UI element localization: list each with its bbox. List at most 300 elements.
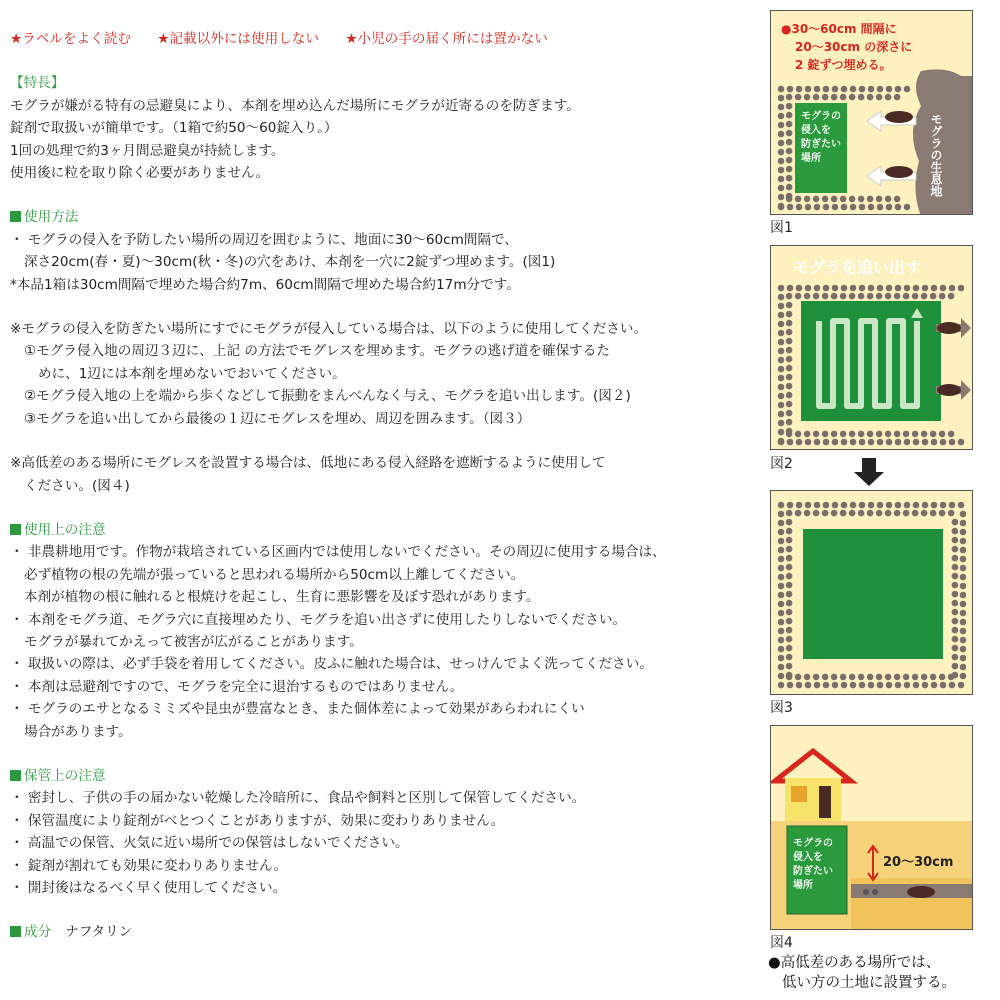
tablet-dot <box>903 293 910 300</box>
tablet-dot <box>850 682 857 689</box>
tablet-dot <box>912 510 919 517</box>
tablet-dot <box>832 86 839 93</box>
tablet-dot <box>958 682 965 689</box>
tablet-dot <box>822 510 829 517</box>
tablet-dot <box>885 293 892 300</box>
tablet-dot <box>778 502 785 509</box>
mole-icon <box>937 322 961 334</box>
tablet-dot <box>778 321 785 328</box>
tablet-dot <box>960 565 967 572</box>
tablet-dot <box>778 547 785 554</box>
tablet-dot <box>786 103 793 110</box>
cautions-heading-text: 使用上の注意 <box>24 521 106 538</box>
tablet-dot <box>960 574 967 581</box>
tablet-dot <box>867 196 874 203</box>
tablet-dot <box>796 285 803 292</box>
figure-4-note <box>768 953 956 993</box>
tablet-dot <box>796 204 803 211</box>
figure-4-illustration <box>771 726 973 930</box>
tablet-dot <box>939 510 946 517</box>
tablet-dot <box>903 674 910 681</box>
tablet-dot <box>778 312 785 319</box>
tablet-dot <box>805 86 812 93</box>
tablet-dot <box>952 636 959 643</box>
tablet-dot <box>786 519 793 526</box>
tablet-dot <box>850 502 857 509</box>
tablet-dot <box>778 682 785 689</box>
tablet-dot <box>895 439 902 446</box>
tablet-dot <box>867 510 874 517</box>
usage-line: 深さ20cm(春・夏)〜30cm(秋・冬)の穴をあけ、本剤を一穴に2錠ずつ埋めます。(図1) <box>24 254 556 271</box>
tablet-dot <box>952 528 959 535</box>
fig4-protect-line: 場所 <box>793 880 813 891</box>
tablet-dot <box>940 439 947 446</box>
tablet-dot <box>930 293 937 300</box>
tablet-dot <box>831 674 838 681</box>
tablet-dot <box>960 601 967 608</box>
tablet-dot <box>786 374 793 381</box>
mole-icon <box>885 111 913 123</box>
tablet-dot <box>952 555 959 562</box>
tablet-dot <box>858 674 865 681</box>
tablet-dot <box>778 511 785 518</box>
tablet-dot <box>849 293 856 300</box>
tablet-dot <box>804 431 811 438</box>
tablet-dot <box>931 682 938 689</box>
house-door <box>819 786 831 818</box>
tablet-dot <box>804 94 811 101</box>
tablet-dot <box>786 645 793 652</box>
tablet-dot <box>904 502 911 509</box>
tablet-dot <box>840 674 847 681</box>
figure-1-illustration <box>771 11 973 215</box>
fig1-caption-line: 20〜30cm の深さに <box>795 40 913 54</box>
warning-children: ★小児の手の届く所には置かない <box>345 31 548 47</box>
tablet-dot <box>831 431 838 438</box>
tablet-dot <box>786 293 793 300</box>
tablet-dot <box>960 628 967 635</box>
tablet-dot <box>778 520 785 527</box>
tablet-dot <box>868 502 875 509</box>
tablet-dot <box>786 338 793 345</box>
tablet-dot <box>913 502 920 509</box>
tablet-dot <box>876 674 883 681</box>
usage-step: めに、1辺には本剤を埋めないでおいてください。 <box>38 365 346 382</box>
figure-4 <box>770 725 973 930</box>
tablet-dot <box>859 204 866 211</box>
tablet-dot <box>930 510 937 517</box>
figure-3 <box>770 490 973 695</box>
tablet-dot <box>786 537 793 544</box>
house-window <box>791 786 807 802</box>
tablet-dot <box>960 520 967 527</box>
tablet-dot <box>894 431 901 438</box>
tablet-dot <box>922 502 929 509</box>
usage-step: ③モグラを追い出してから最後の１辺にモグレスを埋め、周辺を囲みます。（図３） <box>24 410 531 427</box>
tablet-dot <box>778 402 785 409</box>
fig1-protect-line: 防ぎたい <box>801 139 841 150</box>
caution-line: モグラが暴れてかえって被害が広がることがあります。 <box>24 633 363 650</box>
down-arrow-icon <box>852 458 886 488</box>
tablet-dot <box>795 510 802 517</box>
caution-line: ・ 取扱いの際は、必ず手袋を着用してください。皮ふに触れた場合は、せっけんでよく洗ってください。 <box>10 656 653 673</box>
tablet-dot <box>778 646 785 653</box>
fig1-caption-line: ●30〜60cm 間隔に <box>781 22 897 36</box>
tablet-dot <box>859 86 866 93</box>
figure-2 <box>770 245 973 450</box>
figure-2-illustration <box>771 246 973 450</box>
tablet-dot <box>795 431 802 438</box>
tablet-dot <box>960 583 967 590</box>
tablet-dot <box>904 204 911 211</box>
storage-line: ・ 保管温度により錠剤がべとつくことがありますが、効果に変わりありません。 <box>10 812 505 829</box>
tablet-dot <box>849 431 856 438</box>
tablet-dot <box>849 674 856 681</box>
tablet-dot <box>922 682 929 689</box>
tablet-dot <box>948 510 955 517</box>
tablet-dot <box>868 86 875 93</box>
tablet-dot <box>912 431 919 438</box>
tablet-dot <box>921 431 928 438</box>
tablet-dot <box>886 204 893 211</box>
tablet-dot <box>778 637 785 644</box>
usage-note: ※モグラの侵入を防ぎたい場所にすでにモグラが侵入している場合は、以下のように使用してください。 <box>10 321 648 338</box>
tablet-dot <box>886 502 893 509</box>
tablet-dot <box>868 439 875 446</box>
tablet-dot <box>804 293 811 300</box>
tablet-dot <box>903 431 910 438</box>
tablet-dot <box>786 383 793 390</box>
tablet-dot <box>858 510 865 517</box>
tablet-dot <box>778 664 785 671</box>
tablet-dot <box>949 502 956 509</box>
tablet-dot <box>877 502 884 509</box>
tablet-dot <box>876 431 883 438</box>
tablet-dot <box>912 293 919 300</box>
tablet-dot <box>786 157 793 164</box>
tablet-dot <box>952 591 959 598</box>
tablet-dot <box>832 439 839 446</box>
warning-usage-only: ★記載以外には使用しない <box>157 31 319 47</box>
usage-note: ください。(図４) <box>24 477 130 494</box>
tablet-dot <box>795 94 802 101</box>
tablet-dot <box>778 619 785 626</box>
tablet-dot <box>822 431 829 438</box>
tablet-dot <box>858 94 865 101</box>
heading-square-icon <box>10 211 21 222</box>
tablet-dot <box>796 439 803 446</box>
tablet-dot <box>858 196 865 203</box>
tablet-dot <box>840 293 847 300</box>
tablet-dot <box>958 502 965 509</box>
tablet-dot <box>823 86 830 93</box>
tablet-dot <box>952 645 959 652</box>
tablet-dot <box>805 285 812 292</box>
heading-square-icon <box>10 926 21 937</box>
tablet-dot <box>778 393 785 400</box>
tablet-dot <box>778 113 785 120</box>
tablet-dot <box>952 546 959 553</box>
tablet-dot <box>958 439 965 446</box>
tablet-dot <box>814 86 821 93</box>
figure-4-label: 図4 <box>770 935 793 951</box>
heading-square-icon <box>10 524 21 535</box>
tablet-dot <box>960 673 967 680</box>
tablet-dot <box>786 618 793 625</box>
tablet-dot <box>841 86 848 93</box>
tablet-dot <box>832 285 839 292</box>
tablet-dot <box>921 293 928 300</box>
tablet-dot <box>940 682 947 689</box>
feature-line: 使用後に粒を取り除く必要がありません。 <box>10 165 270 182</box>
tablet-dot <box>895 86 902 93</box>
figure-4-note-line: ●高低差のある場所では、 <box>768 955 941 971</box>
tablet-dot <box>778 330 785 337</box>
tablet-dot <box>778 565 785 572</box>
tablet-dot <box>778 438 785 445</box>
tablet-dot <box>948 293 955 300</box>
storage-line: ・ 錠剤が割れても効果に変わりありません。 <box>10 857 288 874</box>
tablet-dot <box>850 439 857 446</box>
tablet-dot <box>952 600 959 607</box>
tablet-dot <box>939 293 946 300</box>
tablet-dot <box>805 682 812 689</box>
tablet-dot <box>922 285 929 292</box>
tablet-dot <box>778 86 785 93</box>
tablet-dot <box>786 356 793 363</box>
tablet-dot <box>778 583 785 590</box>
tablet-dot <box>841 502 848 509</box>
heading-square-icon <box>10 770 21 781</box>
tablet-dot <box>949 285 956 292</box>
tablet-dot <box>778 348 785 355</box>
tablet-dot <box>778 366 785 373</box>
tablet-dot <box>787 86 794 93</box>
tablet-dot <box>940 502 947 509</box>
feature-line: 錠剤で取扱いが簡単です。（1箱で約50〜60錠入り。） <box>10 120 338 137</box>
tablet-dot <box>813 94 820 101</box>
fig1-caption-line: 2 錠ずつ埋める。 <box>795 58 892 72</box>
tablet-dot <box>960 637 967 644</box>
tablet-dot <box>778 158 785 165</box>
fig1-habitat-label: モグラの生息地 <box>929 113 943 197</box>
tablet-dot <box>952 573 959 580</box>
tablet-dot <box>831 196 838 203</box>
tablet-dot <box>778 203 785 210</box>
tablet-dot <box>960 664 967 671</box>
fig4-depth-label: 20〜30cm <box>883 855 954 870</box>
fig4-protect-line: 侵入を <box>793 852 823 863</box>
tablet-dot <box>786 94 793 101</box>
tablet-dot <box>796 86 803 93</box>
tablet-dot <box>859 682 866 689</box>
tablet-dot <box>822 94 829 101</box>
tablet-dot <box>778 538 785 545</box>
tablet-dot <box>795 196 802 203</box>
tablet-dot <box>931 285 938 292</box>
tablet-dot <box>960 592 967 599</box>
tablet-dot <box>952 672 959 679</box>
tablet-dot <box>832 502 839 509</box>
tablet-dot <box>778 122 785 129</box>
tablet-dot <box>786 573 793 580</box>
tablet-dot <box>868 682 875 689</box>
tablet-dot <box>858 431 865 438</box>
tablet-dot <box>876 94 883 101</box>
tablet-dot <box>787 204 794 211</box>
tablet-dot <box>823 502 830 509</box>
feature-line: モグラが嫌がる特有の忌避臭により、本剤を埋め込んだ場所にモグラが近寄るのを防ぎます。 <box>10 97 580 114</box>
tablet-dot <box>885 510 892 517</box>
mole-icon <box>907 886 935 898</box>
tablet-dot <box>885 94 892 101</box>
tablet-dot <box>922 439 929 446</box>
tablet-dot <box>787 439 794 446</box>
tablet-dot <box>931 439 938 446</box>
tablet-dot <box>804 196 811 203</box>
caution-line: 本剤が植物の根に触れると根焼けを起こし、生育に悪影響を及ぼす恐れがあります。 <box>24 589 540 606</box>
tablet-dot <box>960 655 967 662</box>
tablet-dot <box>778 420 785 427</box>
usage-line: *本品1箱は30cm間隔で埋めた場合約7m、60cm間隔で埋めた場合約17m分です。 <box>10 276 520 293</box>
tablet-dot <box>913 439 920 446</box>
ingredient-value: ナフタリン <box>65 924 133 941</box>
tablet-dot <box>778 285 785 292</box>
tablet-dot <box>952 654 959 661</box>
usage-line: ・ モグラの侵入を予防したい場所の周辺を囲むように、地面に30〜60cm間隔で、 <box>10 231 518 248</box>
tablet-dot <box>886 682 893 689</box>
tablet-dot <box>841 204 848 211</box>
figure-1 <box>770 10 973 215</box>
tablet-dot <box>912 674 919 681</box>
figure-3-illustration <box>771 491 973 695</box>
tablet-dot <box>822 293 829 300</box>
tablet-dot <box>960 610 967 617</box>
ingredient-heading <box>10 924 51 940</box>
tablet-dot <box>952 582 959 589</box>
tablet-dot <box>786 410 793 417</box>
tablet-dot <box>786 609 793 616</box>
tablet-dot <box>840 196 847 203</box>
tablet-dot <box>786 320 793 327</box>
tablet-dot <box>786 654 793 661</box>
tablet-dot <box>786 510 793 517</box>
tablet-dot <box>778 429 785 436</box>
tablet-dot <box>952 564 959 571</box>
tablet-dot <box>960 547 967 554</box>
tablet-dot <box>840 431 847 438</box>
tablet-dot <box>786 175 793 182</box>
tablet-dot <box>796 682 803 689</box>
tablet-dot <box>868 204 875 211</box>
tablet-dot <box>814 204 821 211</box>
tablet-dot <box>786 112 793 119</box>
tablet-dot <box>778 140 785 147</box>
tablet-dot <box>786 401 793 408</box>
ingredient-heading-text: 成分 <box>24 924 52 941</box>
tablet-dot <box>786 302 793 309</box>
ingredient-line <box>10 921 750 943</box>
fig1-protect-line: 場所 <box>801 153 821 164</box>
caution-line: ・ モグラのエサとなるミミズや昆虫が豊富なとき、また個体差によって効果があらわれにくい <box>10 701 585 718</box>
tablet-dot <box>960 646 967 653</box>
tablet-dot <box>786 555 793 562</box>
tablet-dot <box>786 663 793 670</box>
tablet-dot <box>867 293 874 300</box>
storage-line: ・ 高温での保管、火気に近い場所での保管はしないでください。 <box>10 835 409 852</box>
tablet-dot <box>952 618 959 625</box>
cautions-heading <box>10 519 750 541</box>
tablet-dot <box>786 392 793 399</box>
tablet-dot <box>778 628 785 635</box>
tablet-dot <box>948 431 955 438</box>
tablet-dot <box>778 104 785 111</box>
tablet-dot <box>795 674 802 681</box>
tablet-dot <box>778 131 785 138</box>
storage-line: ・ 密封し、子供の手の届かない乾燥した冷暗所に、食品や飼料と区別して保管してください。 <box>10 790 586 807</box>
tablet-dot <box>840 94 847 101</box>
tablet-dot <box>913 682 920 689</box>
tablet-dot <box>804 674 811 681</box>
tablet-dot <box>786 419 793 426</box>
tablet-dot <box>939 431 946 438</box>
tablet-dot <box>786 582 793 589</box>
tablet-dot <box>921 510 928 517</box>
tablet-dot <box>886 439 893 446</box>
tablet-dot <box>786 636 793 643</box>
tablet-dot <box>859 502 866 509</box>
tablet-dot <box>778 610 785 617</box>
tablet-dot <box>940 285 947 292</box>
tablet-dot <box>787 285 794 292</box>
tablet-dot <box>786 627 793 634</box>
storage-heading <box>10 765 750 787</box>
tablet-dot <box>894 674 901 681</box>
tablet-dot <box>841 682 848 689</box>
tablet-dot <box>904 285 911 292</box>
tablet-dot <box>850 204 857 211</box>
tablet-dot <box>786 528 793 535</box>
tablet-dot <box>778 185 785 192</box>
tablet-dot <box>778 601 785 608</box>
caution-line: ・ 非農耕地用です。作物が栽培されている区画内では使用しないでください。その周辺に使用する場合は、 <box>10 544 666 561</box>
tablet-dot <box>778 655 785 662</box>
tablet-dot <box>831 510 838 517</box>
tablet-dot <box>960 556 967 563</box>
svg-text:●30〜60cm 間隔に 20〜30cm の深さ <box>781 21 916 72</box>
tablet-dot <box>778 592 785 599</box>
tablet-dot <box>903 510 910 517</box>
tablet-dot <box>850 86 857 93</box>
tablet-dot <box>877 439 884 446</box>
storage-heading-text: 保管上の注意 <box>24 767 106 784</box>
tablet-dot <box>877 86 884 93</box>
tablet-dot <box>877 204 884 211</box>
tablet-dot <box>931 502 938 509</box>
usage-note: ※高低差のある場所にモグレスを設置する場合は、低地にある侵入経路を遮断するように使用して <box>10 455 606 472</box>
tablet-dot <box>786 365 793 372</box>
tablet-dot <box>822 674 829 681</box>
tablet-dot <box>778 95 785 102</box>
tablet-dot <box>858 293 865 300</box>
features-heading: 【特長】 <box>10 75 65 92</box>
tablet-dot <box>859 439 866 446</box>
tablet-dot <box>786 672 793 679</box>
tablet-dot <box>849 196 856 203</box>
tablet-dot <box>868 285 875 292</box>
fig4-protect-line: 防ぎたい <box>793 866 833 877</box>
usage-heading-text: 使用方法 <box>24 209 79 226</box>
